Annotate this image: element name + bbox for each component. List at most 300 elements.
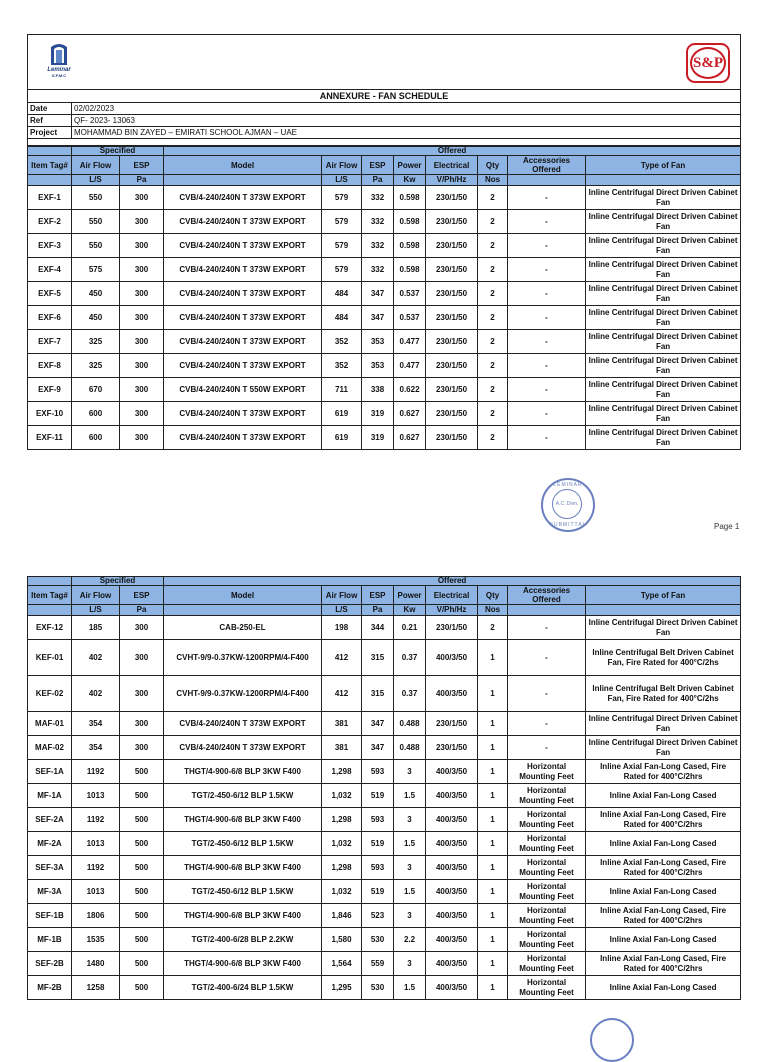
cell-esp2: 559 [362,952,394,976]
cell-tag: EXF-4 [28,258,72,282]
cell-model: CVB/4-240/240N T 373W EXPORT [164,712,322,736]
table-row [28,186,741,210]
table-row [28,880,741,904]
cell-af: 1192 [72,856,120,880]
cell-model: CVB/4-240/240N T 373W EXPORT [164,234,322,258]
cell-esp2: 593 [362,760,394,784]
table-row [28,808,741,832]
specified-group: Specified [72,577,164,586]
table-row [28,616,741,640]
col-header-power: Power [394,586,426,605]
cell-tag: MF-1A [28,784,72,808]
cell-esp: 500 [120,832,164,856]
unit-blank [164,605,322,616]
cell-pw: 3 [394,952,426,976]
cell-af2: 579 [322,186,362,210]
col-header-esp: ESP [120,156,164,175]
cell-esp: 300 [120,306,164,330]
cell-model: CVB/4-240/240N T 373W EXPORT [164,426,322,450]
cell-type: Inline Centrifugal Direct Driven Cabinet Fan [586,306,741,330]
page-2-sheet [27,576,740,1000]
cell-qty: 1 [478,880,508,904]
cell-tag: EXF-11 [28,426,72,450]
cell-pw: 1.5 [394,784,426,808]
table-row [28,832,741,856]
cell-el: 230/1/50 [426,234,478,258]
cell-af: 402 [72,676,120,712]
ref-label: Ref [28,115,72,127]
cell-af: 354 [72,736,120,760]
specified-group: Specified [72,147,164,156]
cell-el: 230/1/50 [426,210,478,234]
cell-esp2: 338 [362,378,394,402]
cell-tag: EXF-5 [28,282,72,306]
cell-model: CVHT-9/9-0.37KW-1200RPM/4-F400 [164,640,322,676]
cell-af2: 1,846 [322,904,362,928]
table-row [28,282,741,306]
cell-qty: 2 [478,186,508,210]
cell-esp: 500 [120,856,164,880]
unit-u-vphhz: V/Ph/Hz [426,605,478,616]
cell-qty: 2 [478,234,508,258]
cell-model: THGT/4-900-6/8 BLP 3KW F400 [164,856,322,880]
cell-pw: 3 [394,856,426,880]
cell-tag: MF-3A [28,880,72,904]
cell-acc: - [508,616,586,640]
cell-af2: 1,032 [322,832,362,856]
cell-pw: 0.627 [394,402,426,426]
cell-pw: 0.598 [394,210,426,234]
cell-model: TGT/2-400-6/28 BLP 2.2KW [164,928,322,952]
date-value: 02/02/2023 [72,103,741,115]
cell-af2: 381 [322,712,362,736]
cell-el: 400/3/50 [426,784,478,808]
cell-qty: 2 [478,378,508,402]
cell-esp2: 353 [362,354,394,378]
cell-acc: - [508,210,586,234]
cell-qty: 1 [478,784,508,808]
cell-pw: 0.37 [394,676,426,712]
table-row [28,234,741,258]
cell-af: 1258 [72,976,120,1000]
cell-type: Inline Centrifugal Direct Driven Cabinet Fan [586,378,741,402]
cell-acc: - [508,712,586,736]
cell-af: 550 [72,234,120,258]
cell-qty: 2 [478,330,508,354]
cell-model: THGT/4-900-6/8 BLP 3KW F400 [164,760,322,784]
cell-af: 354 [72,712,120,736]
unit-u-kw: Kw [394,175,426,186]
cell-af2: 198 [322,616,362,640]
cell-type: Inline Centrifugal Direct Driven Cabinet Fan [586,282,741,306]
cell-type: Inline Axial Fan-Long Cased, Fire Rated for 400°C/2hrs [586,760,741,784]
cell-type: Inline Centrifugal Belt Driven Cabinet Fan, Fire Rated for 400°C/2hs [586,640,741,676]
cell-el: 230/1/50 [426,426,478,450]
cell-af2: 1,298 [322,760,362,784]
cell-qty: 1 [478,976,508,1000]
table-body-1 [28,186,741,450]
blank-cell [28,147,72,156]
cell-model: CVB/4-240/240N T 373W EXPORT [164,402,322,426]
cell-pw: 2.2 [394,928,426,952]
cell-pw: 0.37 [394,640,426,676]
cell-af2: 1,295 [322,976,362,1000]
col-header-esp2: ESP [362,156,394,175]
cell-type: Inline Centrifugal Direct Driven Cabinet Fan [586,402,741,426]
cell-esp2: 344 [362,616,394,640]
offered-group: Offered [164,147,741,156]
unit-u-ls: L/S [72,605,120,616]
table-row [28,952,741,976]
cell-type: Inline Axial Fan-Long Cased [586,976,741,1000]
cell-type: Inline Centrifugal Direct Driven Cabinet Fan [586,616,741,640]
cell-el: 230/1/50 [426,306,478,330]
cell-esp: 500 [120,904,164,928]
cell-esp: 300 [120,736,164,760]
cell-el: 400/3/50 [426,832,478,856]
cell-esp2: 315 [362,676,394,712]
cell-tag: EXF-7 [28,330,72,354]
col-header-esp: ESP [120,586,164,605]
table-row [28,402,741,426]
table-row [28,210,741,234]
cell-af: 670 [72,378,120,402]
cell-esp: 500 [120,952,164,976]
cell-af2: 711 [322,378,362,402]
cell-tag: EXF-1 [28,186,72,210]
cell-af2: 1,564 [322,952,362,976]
s-and-p-logo: S&P [686,43,730,83]
unit-u-nos: Nos [478,175,508,186]
cell-model: TGT/2-450-6/12 BLP 1.5KW [164,784,322,808]
cell-af: 325 [72,330,120,354]
leminar-logo: Leminar S.P.M.C [43,41,75,78]
cell-af: 600 [72,402,120,426]
cell-tag: EXF-9 [28,378,72,402]
cell-model: THGT/4-900-6/8 BLP 3KW F400 [164,808,322,832]
cell-tag: SEF-1A [28,760,72,784]
unit-u-kw: Kw [394,605,426,616]
cell-af: 550 [72,210,120,234]
col-header-accessories: Accessories Offered [508,156,586,175]
offered-group: Offered [164,577,741,586]
col-header-qty: Qty [478,156,508,175]
cell-esp: 300 [120,258,164,282]
cell-af: 1013 [72,880,120,904]
cell-pw: 0.477 [394,354,426,378]
cell-tag: EXF-3 [28,234,72,258]
table-row [28,904,741,928]
cell-tag: SEF-2B [28,952,72,976]
cell-acc: - [508,426,586,450]
cell-esp2: 530 [362,976,394,1000]
cell-pw: 0.537 [394,306,426,330]
cell-pw: 0.477 [394,330,426,354]
cell-af2: 579 [322,258,362,282]
cell-model: THGT/4-900-6/8 BLP 3KW F400 [164,904,322,928]
cell-acc: - [508,186,586,210]
cell-esp: 300 [120,354,164,378]
cell-qty: 1 [478,760,508,784]
cell-type: Inline Axial Fan-Long Cased [586,880,741,904]
cell-type: Inline Axial Fan-Long Cased [586,832,741,856]
cell-af2: 352 [322,330,362,354]
cell-esp: 500 [120,760,164,784]
cell-model: CVB/4-240/240N T 373W EXPORT [164,330,322,354]
table-row [28,856,741,880]
cell-acc: - [508,306,586,330]
cell-af: 450 [72,306,120,330]
unit-u-pa2: Pa [362,605,394,616]
cell-qty: 1 [478,904,508,928]
blank-cell [28,577,72,586]
cell-pw: 0.622 [394,378,426,402]
cell-acc: - [508,354,586,378]
cell-pw: 3 [394,808,426,832]
cell-esp2: 347 [362,282,394,306]
cell-el: 400/3/50 [426,904,478,928]
unit-blank [508,175,586,186]
cell-qty: 2 [478,282,508,306]
col-header-accessories: Accessories Offered [508,586,586,605]
unit-blank [586,605,741,616]
cell-model: CVB/4-240/240N T 373W EXPORT [164,306,322,330]
table-row [28,976,741,1000]
cell-el: 230/1/50 [426,616,478,640]
cell-type: Inline Centrifugal Direct Driven Cabinet Fan [586,712,741,736]
cell-esp2: 593 [362,856,394,880]
unit-u-ls2: L/S [322,605,362,616]
unit-u-nos: Nos [478,605,508,616]
cell-tag: MAF-02 [28,736,72,760]
cell-esp2: 523 [362,904,394,928]
cell-esp: 300 [120,426,164,450]
cell-pw: 1.5 [394,976,426,1000]
cell-acc: Horizontal Mounting Feet [508,880,586,904]
cell-el: 230/1/50 [426,712,478,736]
cell-af: 185 [72,616,120,640]
cell-esp: 300 [120,282,164,306]
cell-acc: - [508,258,586,282]
cell-acc: Horizontal Mounting Feet [508,928,586,952]
table-body-2 [28,616,741,1000]
cell-model: CVB/4-240/240N T 373W EXPORT [164,186,322,210]
cell-af2: 381 [322,736,362,760]
col-header-item-tag: Item Tag# [28,586,72,605]
cell-acc: - [508,736,586,760]
cell-tag: MF-2B [28,976,72,1000]
cell-type: Inline Centrifugal Direct Driven Cabinet Fan [586,330,741,354]
cell-type: Inline Centrifugal Direct Driven Cabinet Fan [586,210,741,234]
table-row [28,760,741,784]
table-row [28,736,741,760]
cell-esp2: 519 [362,832,394,856]
cell-model: CVB/4-240/240N T 373W EXPORT [164,282,322,306]
cell-esp: 300 [120,210,164,234]
cell-el: 400/3/50 [426,976,478,1000]
cell-af2: 1,580 [322,928,362,952]
cell-model: THGT/4-900-6/8 BLP 3KW F400 [164,952,322,976]
cell-pw: 0.488 [394,736,426,760]
cell-esp: 300 [120,234,164,258]
cell-qty: 1 [478,928,508,952]
cell-pw: 1.5 [394,832,426,856]
cell-tag: SEF-2A [28,808,72,832]
table-row [28,426,741,450]
col-header-type: Type of Fan [586,586,741,605]
cell-type: Inline Axial Fan-Long Cased [586,784,741,808]
cell-esp: 500 [120,976,164,1000]
col-header-air-flow: Air Flow [72,586,120,605]
cell-acc: Horizontal Mounting Feet [508,784,586,808]
cell-esp: 300 [120,186,164,210]
cell-acc: Horizontal Mounting Feet [508,952,586,976]
cell-esp: 300 [120,712,164,736]
cell-pw: 0.488 [394,712,426,736]
cell-esp: 300 [120,402,164,426]
cell-af2: 1,032 [322,880,362,904]
cell-af: 575 [72,258,120,282]
schedule-title: ANNEXURE - FAN SCHEDULE [28,90,741,103]
cell-type: Inline Centrifugal Direct Driven Cabinet Fan [586,354,741,378]
col-header-esp2: ESP [362,586,394,605]
cell-af2: 579 [322,210,362,234]
cell-esp2: 347 [362,736,394,760]
cell-af2: 484 [322,282,362,306]
unit-u-ls2: L/S [322,175,362,186]
cell-esp: 300 [120,378,164,402]
cell-qty: 2 [478,426,508,450]
cell-qty: 1 [478,736,508,760]
col-header-model: Model [164,156,322,175]
cell-model: TGT/2-450-6/12 BLP 1.5KW [164,880,322,904]
cell-esp2: 593 [362,808,394,832]
cell-esp2: 332 [362,186,394,210]
table-row [28,712,741,736]
cell-acc: - [508,640,586,676]
cell-pw: 0.21 [394,616,426,640]
cell-esp2: 519 [362,880,394,904]
cell-af: 1480 [72,952,120,976]
cell-el: 230/1/50 [426,186,478,210]
table-row [28,306,741,330]
cell-model: CVB/4-240/240N T 373W EXPORT [164,354,322,378]
cell-af2: 1,032 [322,784,362,808]
table-row [28,928,741,952]
cell-af: 1013 [72,832,120,856]
cell-qty: 1 [478,640,508,676]
fan-table-page-1 [27,146,741,450]
cell-acc: Horizontal Mounting Feet [508,856,586,880]
cell-acc: Horizontal Mounting Feet [508,904,586,928]
cell-el: 400/3/50 [426,676,478,712]
cell-af2: 1,298 [322,856,362,880]
cell-qty: 2 [478,354,508,378]
page-1-sheet [27,34,740,450]
cell-esp: 300 [120,640,164,676]
cell-tag: EXF-8 [28,354,72,378]
header-table [27,34,741,146]
cell-model: CVB/4-240/240N T 373W EXPORT [164,736,322,760]
cell-af: 450 [72,282,120,306]
cell-af2: 579 [322,234,362,258]
cell-tag: EXF-6 [28,306,72,330]
cell-type: Inline Axial Fan-Long Cased, Fire Rated for 400°C/2hrs [586,904,741,928]
cell-qty: 2 [478,402,508,426]
unit-blank [508,605,586,616]
cell-el: 400/3/50 [426,760,478,784]
unit-u-pa: Pa [120,175,164,186]
cell-tag: SEF-1B [28,904,72,928]
cell-pw: 0.598 [394,258,426,282]
unit-u-vphhz: V/Ph/Hz [426,175,478,186]
cell-af2: 352 [322,354,362,378]
submittal-stamp: LEMINAR A.C. Divn. SUBMITTAL [541,478,595,532]
cell-el: 230/1/50 [426,402,478,426]
cell-acc: Horizontal Mounting Feet [508,760,586,784]
cell-pw: 0.537 [394,282,426,306]
cell-esp2: 319 [362,426,394,450]
cell-esp: 500 [120,808,164,832]
table-row [28,258,741,282]
cell-el: 230/1/50 [426,378,478,402]
cell-af: 550 [72,186,120,210]
col-header-air-flow2: Air Flow [322,156,362,175]
cell-type: Inline Axial Fan-Long Cased, Fire Rated for 400°C/2hrs [586,952,741,976]
cell-el: 230/1/50 [426,258,478,282]
cell-esp: 500 [120,928,164,952]
cell-el: 400/3/50 [426,856,478,880]
cell-el: 400/3/50 [426,880,478,904]
cell-af2: 619 [322,402,362,426]
cell-tag: EXF-12 [28,616,72,640]
cell-tag: KEF-01 [28,640,72,676]
cell-esp: 300 [120,330,164,354]
cell-pw: 1.5 [394,880,426,904]
col-header-type: Type of Fan [586,156,741,175]
page-number: Page 1 [714,522,740,531]
cell-pw: 0.598 [394,234,426,258]
col-header-air-flow: Air Flow [72,156,120,175]
cell-type: Inline Centrifugal Belt Driven Cabinet Fan, Fire Rated for 400°C/2hs [586,676,741,712]
unit-u-pa2: Pa [362,175,394,186]
cell-pw: 3 [394,760,426,784]
logo-bar [28,35,741,90]
cell-el: 400/3/50 [426,928,478,952]
cell-pw: 0.627 [394,426,426,450]
cell-pw: 3 [394,904,426,928]
table-row [28,378,741,402]
cell-type: Inline Centrifugal Direct Driven Cabinet Fan [586,736,741,760]
cell-tag: EXF-2 [28,210,72,234]
cell-tag: EXF-10 [28,402,72,426]
cell-af2: 412 [322,640,362,676]
cell-type: Inline Centrifugal Direct Driven Cabinet Fan [586,426,741,450]
cell-type: Inline Centrifugal Direct Driven Cabinet Fan [586,258,741,282]
cell-qty: 1 [478,808,508,832]
cell-af: 1806 [72,904,120,928]
cell-el: 400/3/50 [426,640,478,676]
leminar-mark-icon [48,41,70,67]
cell-af: 600 [72,426,120,450]
cell-acc: Horizontal Mounting Feet [508,808,586,832]
cell-tag: MF-2A [28,832,72,856]
cell-acc: Horizontal Mounting Feet [508,976,586,1000]
cell-el: 230/1/50 [426,330,478,354]
cell-acc: - [508,234,586,258]
cell-af: 1192 [72,808,120,832]
cell-el: 400/3/50 [426,808,478,832]
